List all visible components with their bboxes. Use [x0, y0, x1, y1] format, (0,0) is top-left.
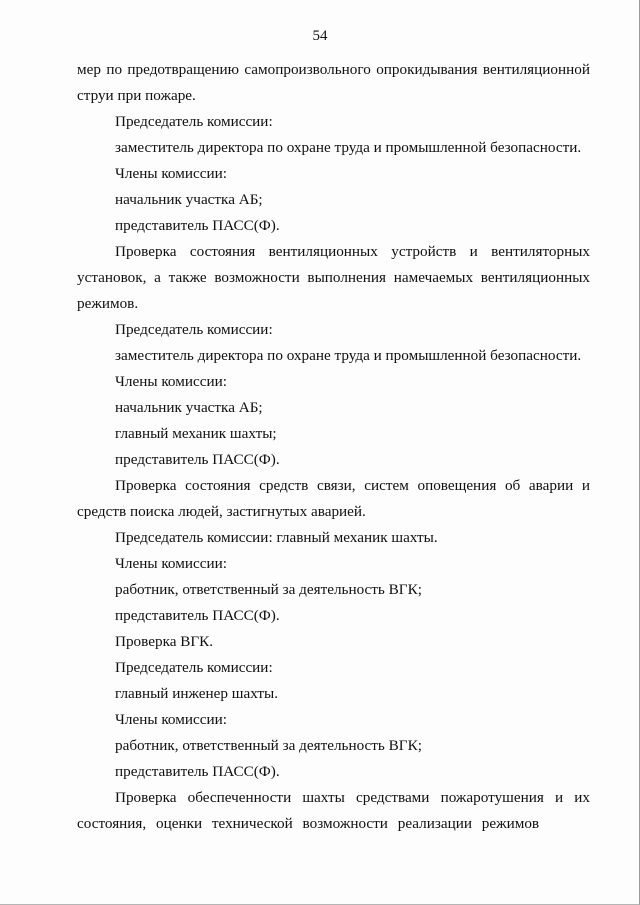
paragraph: Члены комиссии: — [115, 165, 227, 182]
paragraph: Члены комиссии: — [115, 711, 227, 728]
paragraph: представитель ПАСС(Ф). — [115, 217, 280, 234]
paragraph: Председатель комиссии: — [115, 659, 273, 676]
paragraph: мер по предотвращению самопроизвольного опрокидывания вентиляционной струи при пожаре. — [77, 61, 590, 104]
paragraph: Председатель комиссии: — [115, 113, 273, 130]
paragraph: начальник участка АБ; — [115, 191, 263, 208]
paragraph: представитель ПАСС(Ф). — [115, 607, 280, 624]
page-number: 54 — [312, 28, 328, 44]
paragraph: Члены комиссии: — [115, 373, 227, 390]
paragraph: представитель ПАСС(Ф). — [115, 763, 280, 780]
paragraph: заместитель директора по охране труда и промышленной безопасности. — [115, 139, 582, 156]
paragraph: Проверка ВГК. — [115, 633, 214, 650]
document-body — [77, 57, 590, 837]
paragraph: Проверка обеспеченности шахты средствами пожаротушения и их состояния, оценки технической возможности реализации режимов — [77, 789, 590, 832]
paragraph: Председатель комиссии: — [115, 321, 273, 338]
paragraph: представитель ПАСС(Ф). — [115, 451, 280, 468]
paragraph: Проверка состояния средств связи, систем оповещения об аварии и средств поиска людей, застигнутых аварией. — [77, 477, 590, 520]
paragraph: работник, ответственный за деятельность ВГК; — [115, 581, 422, 598]
paragraph: главный механик шахты; — [115, 425, 277, 442]
paragraph: заместитель директора по охране труда и промышленной безопасности. — [115, 347, 582, 364]
paragraph: работник, ответственный за деятельность ВГК; — [115, 737, 422, 754]
paragraph: начальник участка АБ; — [115, 399, 263, 416]
paragraph: Председатель комиссии: главный механик шахты. — [115, 529, 438, 546]
paragraph: Проверка состояния вентиляционных устройств и вентиляторных установок, а также возможности выполнения намечаемых вентиляционных режимов. — [77, 243, 590, 312]
paragraph: главный инженер шахты. — [115, 685, 279, 702]
paragraph: Члены комиссии: — [115, 555, 227, 572]
